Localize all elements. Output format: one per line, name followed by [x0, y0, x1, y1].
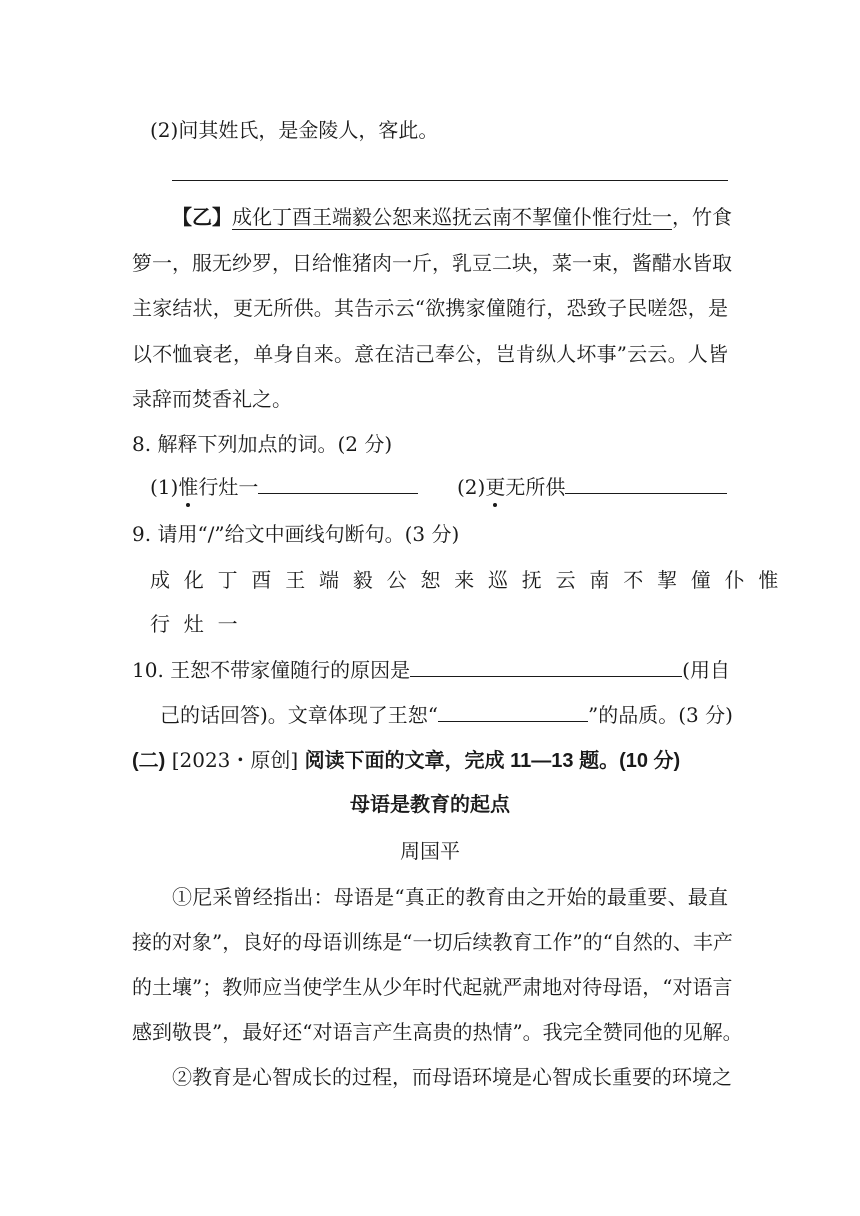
q7-item-2: (2)问其姓氏，是金陵人，客此。 — [150, 118, 439, 142]
underlined-sentence: 成化丁酉王端毅公恕来巡抚云南不挈僮仆惟行灶一 — [232, 205, 672, 229]
answer-blank-4[interactable] — [438, 701, 588, 722]
q8-item-2-phrase: 无所供 — [505, 475, 566, 499]
q8-item-1-phrase: 行灶一 — [198, 475, 259, 499]
q8-item-2 — [457, 473, 727, 501]
answer-blank-2[interactable] — [565, 473, 727, 494]
passage-b-line-3: 主家结状，更无所供。其告示云“欲携家僮随行，恐致子民嗟怨，是 — [132, 296, 728, 320]
article-paragraph-1-line-4: 感到敬畏”，最好还“对语言产生高贵的热情”。我完全赞同他的见解。 — [132, 1020, 743, 1044]
q8-item-2-num: (2) — [457, 475, 486, 499]
q10-stem: 10. 王恕不带家僮随行的原因是 — [132, 658, 411, 682]
q10-line-2-tail: ”的品质。(3 分) — [588, 703, 733, 727]
answer-line — [172, 180, 728, 181]
passage-b-line-5: 录辞而焚香礼之。 — [132, 387, 292, 411]
article-title: 母语是教育的起点 — [350, 794, 510, 816]
answer-blank-3[interactable] — [410, 656, 682, 677]
q9-sentence-line-1: 成化丁酉王端毅公恕来巡抚云南不挈僮仆惟 — [150, 568, 793, 592]
q8-stem: 8. 解释下列加点的词。(2 分) — [132, 432, 393, 456]
article-paragraph-1-line-1: ①尼采曾经指出：母语是“真正的教育由之开始的最重要、最直 — [172, 885, 728, 909]
article-paragraph-2-line-1: ②教育是心智成长的过程，而母语环境是心智成长重要的环境之 — [172, 1065, 732, 1089]
passage-b-line-4: 以不恤衰老，单身自来。意在洁己奉公，岂肯纵人坏事”云云。人皆 — [132, 342, 728, 366]
q8-item-1-num: (1) — [150, 475, 179, 499]
q10-line-2-text: 己的话回答)。文章体现了王恕“ — [160, 703, 439, 727]
dotted-word-geng: 更 — [485, 475, 506, 499]
q9-stem: 9. 请用“/”给文中画线句断句。(3 分) — [132, 522, 460, 546]
section-2-number: (二) — [132, 750, 166, 772]
dotted-word-wei: 惟 — [178, 475, 199, 499]
q8-item-1 — [150, 473, 418, 501]
article-paragraph-1-line-3: 的土壤”；教师应当使学生从少年时代起就严肃地对待母语，“对语言 — [132, 975, 733, 999]
section-2-instruction: 阅读下面的文章，完成 11—13 题。(10 分) — [304, 750, 681, 772]
q9-sentence-line-2: 行灶一 — [150, 612, 252, 636]
section-2-source: [2023・原创] — [171, 748, 299, 772]
article-author: 周国平 — [400, 839, 460, 863]
article-paragraph-1-line-2: 接的对象”，良好的母语训练是“一切后续教育工作”的“自然的、丰产 — [132, 930, 733, 954]
passage-b-tag: 【乙】 — [172, 207, 232, 229]
passage-b-line-2: 箩一，服无纱罗，日给惟猪肉一斤，乳豆二块，菜一束，酱醋水皆取 — [132, 251, 732, 275]
passage-b-line-1 — [172, 203, 732, 232]
section-2-heading — [132, 746, 680, 775]
q10-line-1 — [132, 656, 730, 684]
passage-b-line-1-tail: ，竹食 — [672, 205, 732, 229]
q10-stem-tail: (用自 — [682, 658, 730, 682]
answer-blank-1[interactable] — [258, 473, 418, 494]
q10-line-2 — [160, 701, 733, 729]
